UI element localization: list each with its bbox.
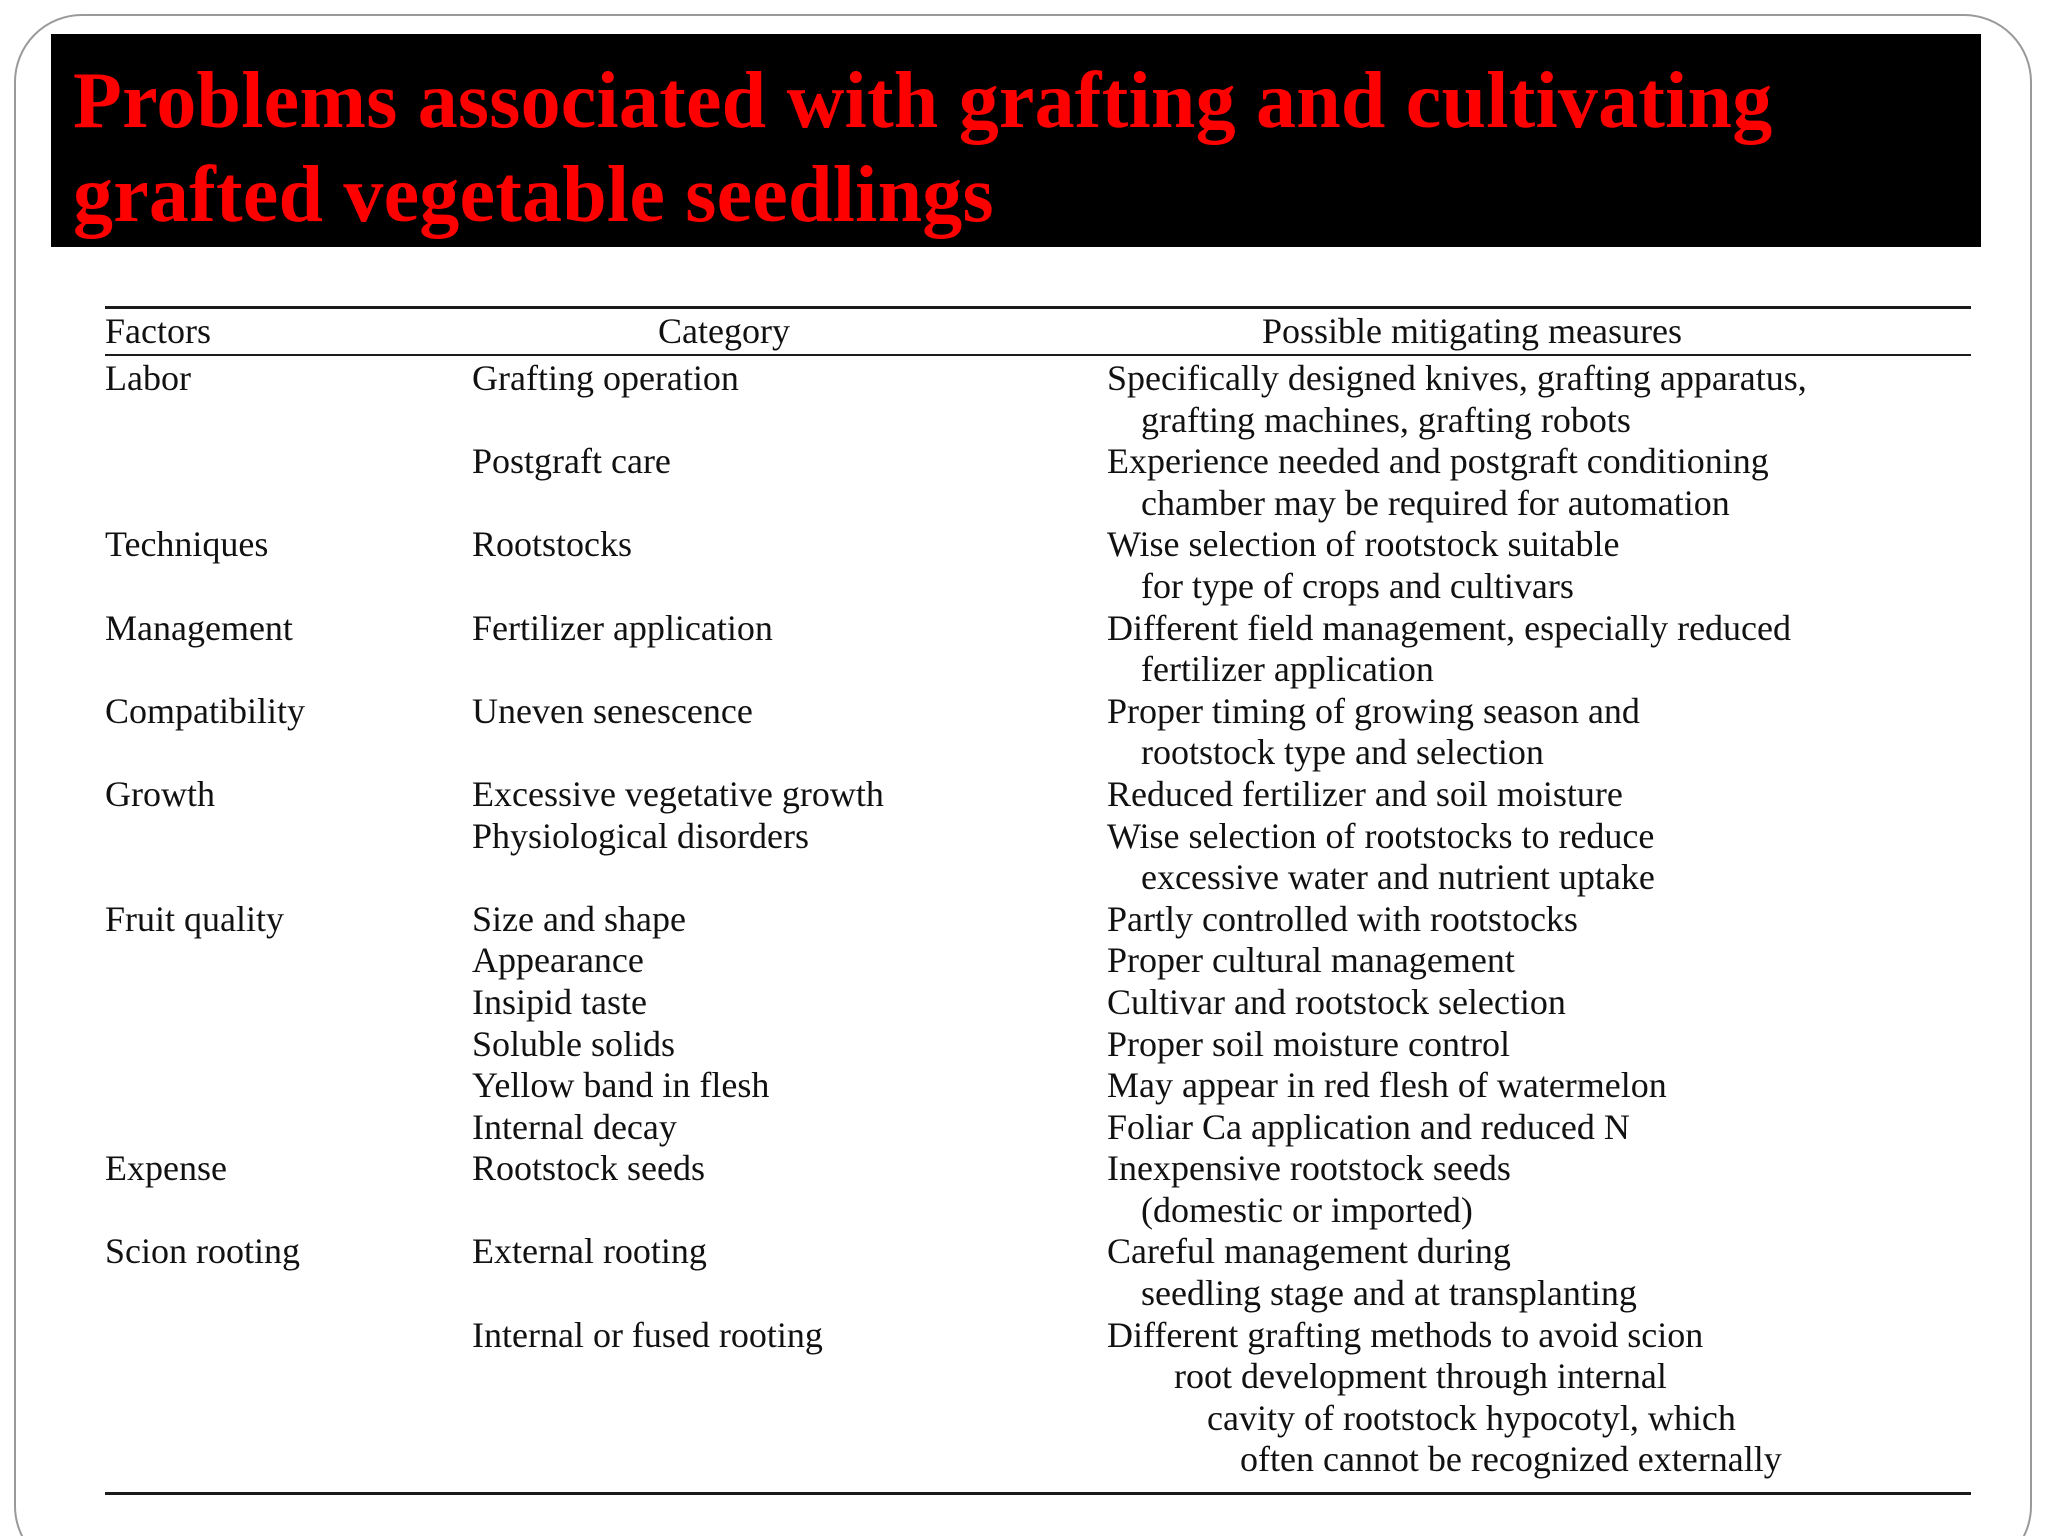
cell-measure: (domestic or imported) — [1141, 1189, 1473, 1230]
cell-factor: Growth — [105, 773, 215, 814]
table-row — [105, 1273, 1971, 1315]
cell-factor: Compatibility — [105, 690, 306, 731]
table-row — [105, 524, 1971, 566]
table-row — [105, 732, 1971, 774]
table-row — [105, 857, 1971, 899]
table-row — [105, 608, 1971, 650]
cell-factor: Expense — [105, 1148, 227, 1189]
cell-measure: rootstock type and selection — [1141, 732, 1544, 773]
cell-category: Rootstocks — [472, 524, 633, 565]
cell-category: Size and shape — [472, 898, 686, 939]
cell-category: Yellow band in flesh — [472, 1065, 770, 1106]
cell-measure: Foliar Ca application and reduced N — [1107, 1106, 1630, 1147]
cell-category: Uneven senescence — [472, 690, 753, 731]
cell-measure: for type of crops and cultivars — [1141, 565, 1574, 606]
column-header-factors: Factors — [105, 311, 211, 351]
cell-measure: root development through internal — [1174, 1356, 1667, 1397]
table-row — [105, 1107, 1971, 1149]
table-row — [105, 483, 1971, 525]
cell-category: Fertilizer application — [472, 607, 773, 648]
cell-measure: Wise selection of rootstocks to reduce — [1107, 815, 1655, 856]
table-row — [105, 940, 1971, 982]
table-row — [105, 1065, 1971, 1107]
table-row — [105, 1024, 1971, 1066]
table-row — [105, 691, 1971, 733]
cell-category: Soluble solids — [472, 1023, 676, 1064]
cell-measure: grafting machines, grafting robots — [1141, 399, 1631, 440]
table-header-rule — [105, 354, 1971, 356]
cell-measure: Careful management during — [1107, 1231, 1511, 1272]
table-row — [105, 649, 1971, 691]
cell-category: Insipid taste — [472, 981, 647, 1022]
table-row — [105, 982, 1971, 1024]
table-row — [105, 1398, 1971, 1440]
cell-category: Internal decay — [472, 1106, 677, 1147]
cell-measure: Different grafting methods to avoid scion — [1107, 1314, 1704, 1355]
cell-measure: Wise selection of rootstock suitable — [1107, 524, 1620, 565]
cell-category: External rooting — [472, 1231, 707, 1272]
cell-measure: Partly controlled with rootstocks — [1107, 898, 1578, 939]
table-bottom-rule — [105, 1492, 1971, 1495]
cell-measure: Proper cultural management — [1107, 940, 1515, 981]
cell-measure: Inexpensive rootstock seeds — [1107, 1148, 1511, 1189]
slide-title: Problems associated with grafting and cultivating grafted vegetable seedlings — [73, 57, 1773, 239]
cell-measure: excessive water and nutrient uptake — [1141, 857, 1655, 898]
column-header-measures: Possible mitigating measures — [1262, 311, 1682, 351]
cell-category: Postgraft care — [472, 441, 671, 482]
cell-category: Appearance — [472, 940, 644, 981]
cell-measure: Proper timing of growing season and — [1107, 690, 1640, 731]
cell-measure: Reduced fertilizer and soil moisture — [1107, 773, 1623, 814]
cell-factor: Fruit quality — [105, 898, 284, 939]
cell-category: Internal or fused rooting — [472, 1314, 823, 1355]
cell-factor: Scion rooting — [105, 1231, 300, 1272]
table-row — [105, 1315, 1971, 1357]
cell-measure: Experience needed and postgraft conditioning — [1107, 441, 1769, 482]
table-row — [105, 1356, 1971, 1398]
cell-measure: chamber may be required for automation — [1141, 482, 1730, 523]
cell-factor: Techniques — [105, 524, 269, 565]
cell-measure: cavity of rootstock hypocotyl, which — [1207, 1397, 1736, 1438]
cell-measure: fertilizer application — [1141, 649, 1434, 690]
cell-factor: Management — [105, 607, 293, 648]
cell-factor: Labor — [105, 358, 191, 398]
table-body — [105, 358, 1971, 1481]
cell-category: Rootstock seeds — [472, 1148, 705, 1189]
table-row — [105, 1190, 1971, 1232]
table-row — [105, 1231, 1971, 1273]
column-header-category: Category — [658, 311, 790, 351]
table-row — [105, 358, 1971, 400]
cell-measure: Different field management, especially reduced — [1107, 607, 1792, 648]
cell-measure: Cultivar and rootstock selection — [1107, 981, 1566, 1022]
table-row — [105, 899, 1971, 941]
cell-measure: seedling stage and at transplanting — [1141, 1273, 1637, 1314]
title-bar — [51, 34, 1981, 247]
cell-measure: Proper soil moisture control — [1107, 1023, 1510, 1064]
cell-measure: May appear in red flesh of watermelon — [1107, 1065, 1667, 1106]
cell-category: Excessive vegetative growth — [472, 773, 884, 814]
table-row — [105, 1148, 1971, 1190]
cell-category: Physiological disorders — [472, 815, 809, 856]
table-row — [105, 1439, 1971, 1481]
table-row — [105, 816, 1971, 858]
cell-measure: often cannot be recognized externally — [1240, 1439, 1782, 1480]
table-row — [105, 774, 1971, 816]
table-top-rule — [105, 306, 1971, 309]
cell-measure: Specifically designed knives, grafting apparatus, — [1107, 358, 1807, 398]
table-row — [105, 566, 1971, 608]
table-row — [105, 400, 1971, 442]
table-row — [105, 441, 1971, 483]
cell-category: Grafting operation — [472, 358, 739, 398]
